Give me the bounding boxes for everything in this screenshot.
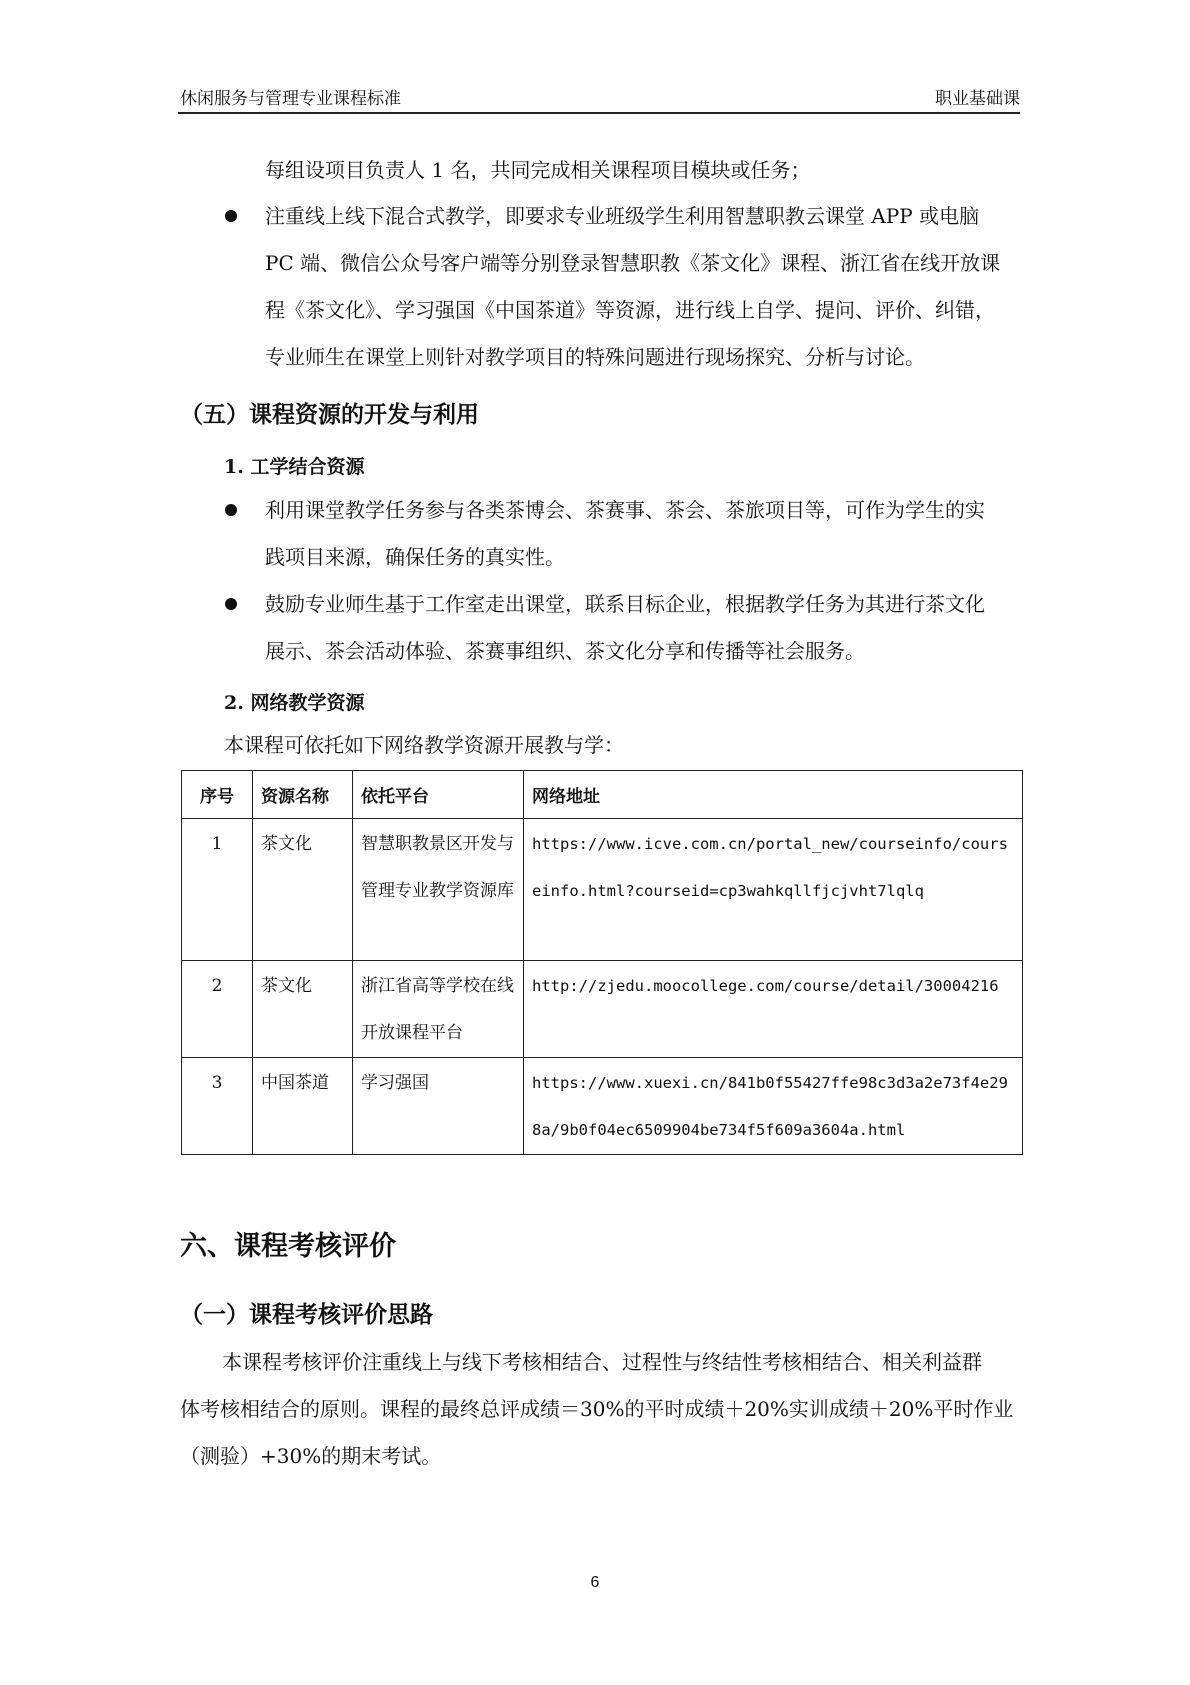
table-header-row bbox=[182, 771, 1023, 819]
bullet-dot bbox=[225, 598, 237, 610]
bullet-line: 鼓励专业师生基于工作室走出课堂，联系目标企业，根据教学任务为其进行茶文化 bbox=[265, 592, 985, 616]
cell-index: 2 bbox=[182, 961, 253, 1058]
running-header-title: 休闲服务与管理专业课程标准 bbox=[180, 89, 401, 109]
col-header-name: 资源名称 bbox=[253, 771, 353, 819]
cell-platform: 浙江省高等学校在线开放课程平台 bbox=[353, 961, 524, 1058]
col-header-index: 序号 bbox=[182, 771, 253, 819]
paragraph-line: （测验）+30%的期末考试。 bbox=[180, 1444, 442, 1468]
cell-url[interactable]: http://zjedu.moocollege.com/course/detail/30004216 bbox=[524, 961, 1023, 1058]
col-header-url: 网络地址 bbox=[524, 771, 1023, 819]
table-row bbox=[182, 961, 1023, 1058]
header-rule bbox=[178, 112, 1020, 114]
cell-index: 3 bbox=[182, 1058, 253, 1155]
cell-index: 1 bbox=[182, 819, 253, 961]
bullet-dot bbox=[225, 210, 237, 222]
table-row bbox=[182, 819, 1023, 961]
table-intro: 本课程可依托如下网络教学资源开展教与学： bbox=[224, 733, 624, 757]
paragraph-line: 体考核相结合的原则。课程的最终总评成绩＝30%的平时成绩＋20%实训成绩＋20%平时作业 bbox=[180, 1397, 1014, 1421]
bullet-line: 利用课堂教学任务参与各类茶博会、茶赛事、茶会、茶旅项目等，可作为学生的实 bbox=[265, 498, 985, 522]
section-heading: （一）课程考核评价思路 bbox=[180, 1301, 433, 1328]
paragraph-line: 每组设项目负责人 1 名，共同完成相关课程项目模块或任务； bbox=[265, 158, 811, 182]
cell-url[interactable]: https://www.icve.com.cn/portal_new/courseinfo/courseinfo.html?courseid=cp3wahkqllfjcjvht7lqlq bbox=[524, 819, 1023, 961]
bullet-line: 专业师生在课堂上则针对教学项目的特殊问题进行现场探究、分析与讨论。 bbox=[265, 345, 925, 369]
page-number: 6 bbox=[590, 1574, 600, 1591]
col-header-platform: 依托平台 bbox=[353, 771, 524, 819]
chapter-heading: 六、课程考核评价 bbox=[180, 1231, 396, 1262]
running-header-category: 职业基础课 bbox=[935, 89, 1020, 109]
bullet-line: 注重线上线下混合式教学，即要求专业班级学生利用智慧职教云课堂 APP 或电脑 bbox=[265, 204, 980, 228]
cell-url[interactable]: https://www.xuexi.cn/841b0f55427ffe98c3d3a2e73f4e298a/9b0f04ec6509904be734f5f609a3604a.html bbox=[524, 1058, 1023, 1155]
bullet-line: 展示、茶会活动体验、茶赛事组织、茶文化分享和传播等社会服务。 bbox=[265, 639, 865, 663]
paragraph-line: 本课程考核评价注重线上与线下考核相结合、过程性与终结性考核相结合、相关利益群 bbox=[222, 1350, 982, 1374]
bullet-line: 践项目来源，确保任务的真实性。 bbox=[265, 545, 565, 569]
bullet-line: PC 端、微信公众号客户端等分别登录智慧职教《茶文化》课程、浙江省在线开放课 bbox=[265, 251, 1001, 275]
section-heading: （五）课程资源的开发与利用 bbox=[180, 401, 479, 428]
cell-platform: 学习强国 bbox=[353, 1058, 524, 1155]
bullet-dot bbox=[225, 504, 237, 516]
cell-name: 茶文化 bbox=[253, 819, 353, 961]
table-row bbox=[182, 1058, 1023, 1155]
cell-platform: 智慧职教景区开发与管理专业教学资源库 bbox=[353, 819, 524, 961]
subsection-heading: 1. 工学结合资源 bbox=[224, 456, 365, 478]
bullet-line: 程《茶文化》、学习强国《中国茶道》等资源，进行线上自学、提问、评价、纠错， bbox=[265, 298, 995, 322]
subsection-heading: 2. 网络教学资源 bbox=[224, 692, 365, 714]
cell-name: 中国茶道 bbox=[253, 1058, 353, 1155]
resource-table bbox=[181, 770, 1023, 1155]
cell-name: 茶文化 bbox=[253, 961, 353, 1058]
